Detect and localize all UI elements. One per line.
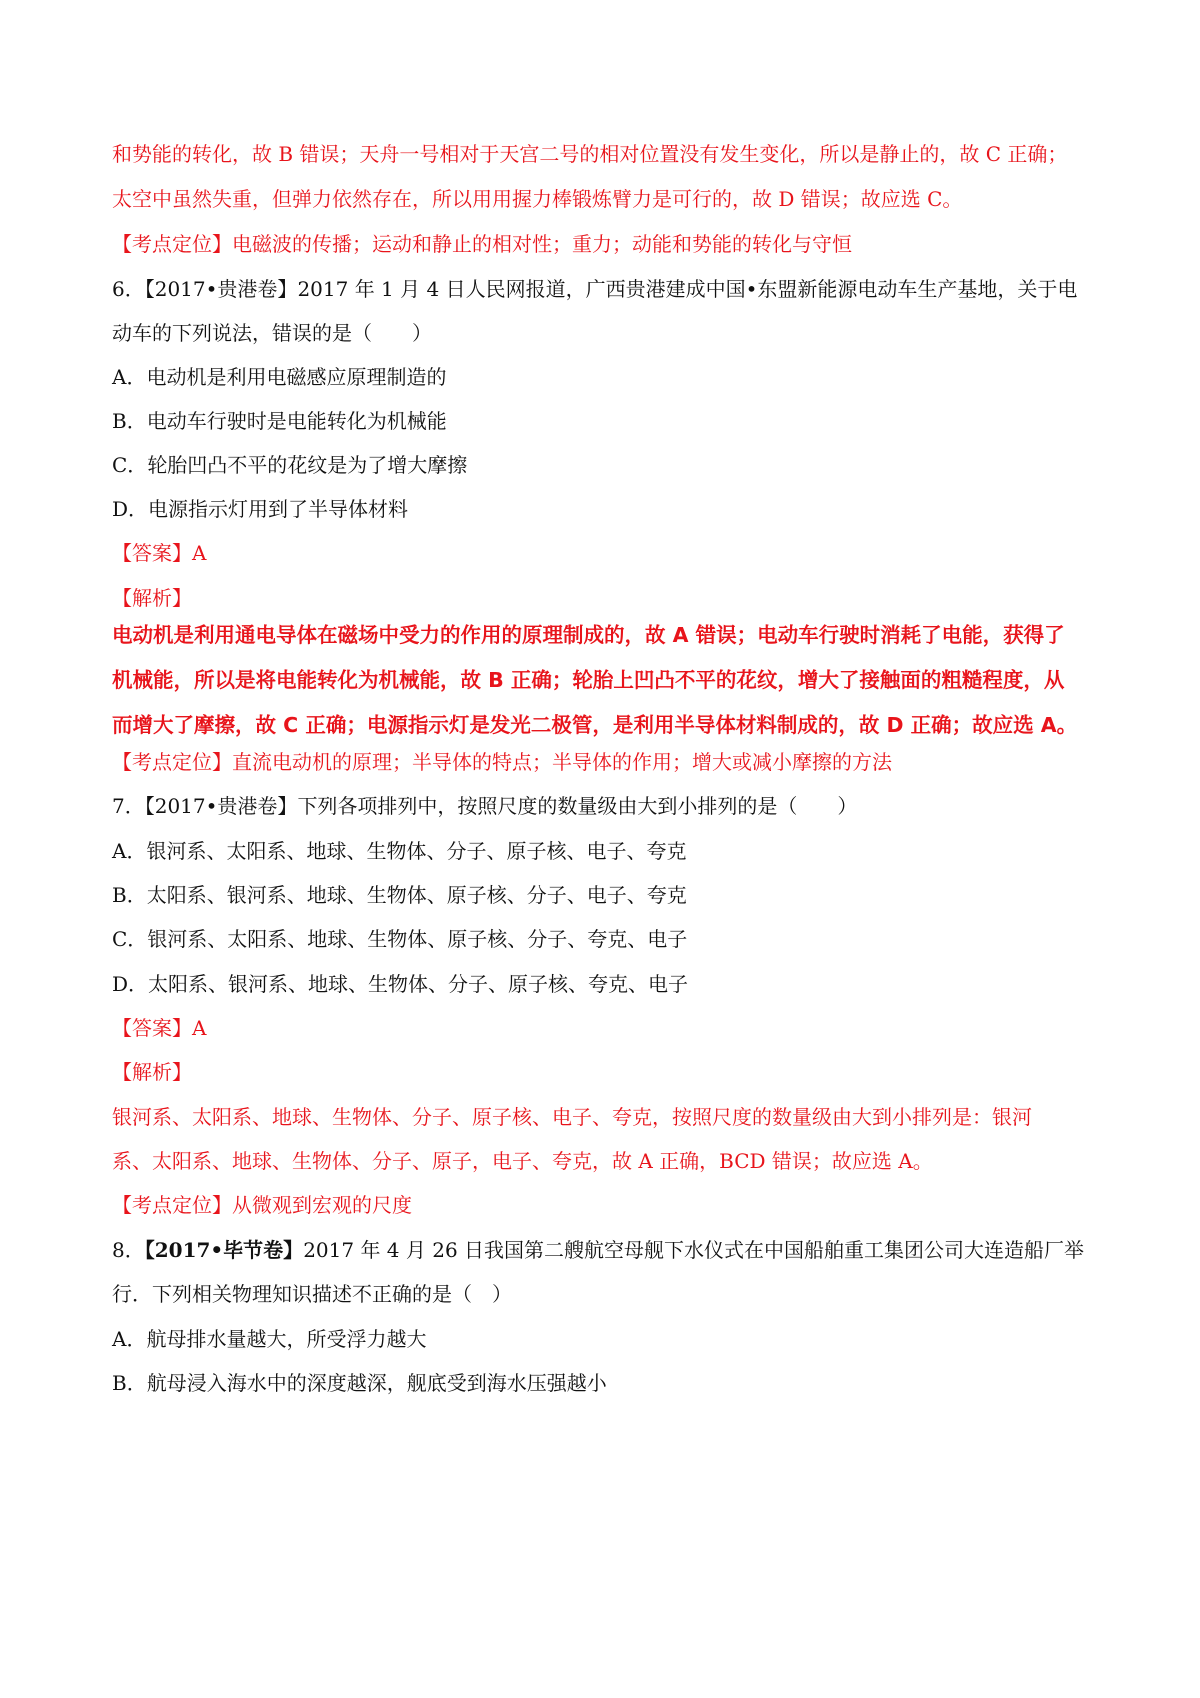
q8-number: 8． bbox=[112, 1238, 145, 1262]
q5-explanation-line-2: 太空中虽然失重，但弹力依然存在，所以用用握力棒锻炼臂力是可行的，故 D 错误；故应选 C。 bbox=[112, 187, 963, 211]
q8-stem-line-2: 行．下列相关物理知识描述不正确的是（ ） bbox=[112, 1282, 512, 1306]
q6-number: 6． bbox=[112, 277, 145, 301]
option-label: C． bbox=[112, 453, 148, 477]
q6-analysis-line-1: 电动机是利用通电导体在磁场中受力的作用的原理制成的，故 A 错误；电动车行驶时消耗了电能，获得了 bbox=[112, 623, 1065, 647]
analysis-label: 【解析】 bbox=[112, 586, 192, 610]
q6-answer bbox=[112, 540, 206, 566]
knowledge-point-text: 电磁波的传播；运动和静止的相对性；重力；动能和势能的转化与守恒 bbox=[232, 232, 852, 256]
option-text: 电源指示灯用到了半导体材料 bbox=[148, 497, 409, 521]
q6-stem-line-1 bbox=[112, 276, 1077, 302]
q7-answer bbox=[112, 1015, 206, 1041]
q7-analysis-line-1: 银河系、太阳系、地球、生物体、分子、原子核、电子、夸克，按照尺度的数量级由大到小排列是：银河 bbox=[112, 1105, 1032, 1129]
q6-option-c bbox=[112, 452, 467, 478]
q5-explanation-line-1: 和势能的转化，故 B 错误；天舟一号相对于天宫二号的相对位置没有发生变化，所以是静止的，故 C 正确； bbox=[112, 142, 1068, 166]
q6-stem-line-2: 动车的下列说法，错误的是（ ） bbox=[112, 321, 432, 345]
q7-analysis-label bbox=[112, 1059, 192, 1085]
option-text: 电动机是利用电磁感应原理制造的 bbox=[146, 365, 447, 389]
q7-stem-text: 下列各项排列中，按照尺度的数量级由大到小排列的是（ ） bbox=[297, 794, 858, 818]
option-label: D． bbox=[112, 972, 149, 996]
option-text: 轮胎凹凸不平的花纹是为了增大摩擦 bbox=[147, 453, 468, 477]
option-label: B． bbox=[112, 409, 147, 433]
knowledge-point-text: 直流电动机的原理；半导体的特点；半导体的作用；增大或减小摩擦的方法 bbox=[232, 750, 892, 774]
answer-label: 【答案】 bbox=[112, 541, 192, 565]
option-label: A． bbox=[112, 1327, 147, 1351]
q6-option-a bbox=[112, 364, 446, 390]
q7-number: 7． bbox=[112, 794, 145, 818]
q8-option-a bbox=[112, 1326, 426, 1352]
option-text: 航母排水量越大，所受浮力越大 bbox=[146, 1327, 427, 1351]
option-text: 银河系、太阳系、地球、生物体、分子、原子核、电子、夸克 bbox=[146, 839, 687, 863]
option-text: 太阳系、银河系、地球、生物体、分子、原子核、夸克、电子 bbox=[148, 972, 689, 996]
q6-stem-text: 2017 年 1 月 4 日人民网报道，广西贵港建成中国•东盟新能源电动车生产基地，关于电 bbox=[297, 277, 1078, 301]
answer-value: A bbox=[192, 541, 207, 565]
option-label: B． bbox=[112, 1371, 147, 1395]
option-label: B． bbox=[112, 883, 147, 907]
option-text: 电动车行驶时是电能转化为机械能 bbox=[146, 409, 447, 433]
knowledge-point-label: 【考点定位】 bbox=[112, 750, 232, 774]
q7-option-b bbox=[112, 882, 687, 908]
q6-knowledge-point bbox=[112, 749, 892, 775]
answer-label: 【答案】 bbox=[112, 1016, 192, 1040]
option-label: A． bbox=[112, 365, 147, 389]
analysis-label: 【解析】 bbox=[112, 1060, 192, 1084]
q5-knowledge-point bbox=[112, 231, 852, 257]
q8-stem-line-1 bbox=[112, 1237, 1084, 1263]
option-text: 航母浸入海水中的深度越深，舰底受到海水压强越小 bbox=[146, 1371, 607, 1395]
q6-option-b bbox=[112, 408, 447, 434]
q7-option-d bbox=[112, 971, 688, 997]
answer-value: A bbox=[192, 1016, 207, 1040]
q7-option-c bbox=[112, 926, 687, 952]
q8-option-b bbox=[112, 1370, 607, 1396]
q7-analysis-line-2: 系、太阳系、地球、生物体、分子、原子，电子、夸克，故 A 正确，BCD 错误；故应选 A。 bbox=[112, 1149, 933, 1173]
option-label: D． bbox=[112, 497, 149, 521]
q7-knowledge-point bbox=[112, 1192, 412, 1218]
option-label: C． bbox=[112, 927, 148, 951]
knowledge-point-label: 【考点定位】 bbox=[112, 232, 232, 256]
knowledge-point-label: 【考点定位】 bbox=[112, 1193, 232, 1217]
q7-stem bbox=[112, 793, 857, 819]
option-label: A． bbox=[112, 839, 147, 863]
q7-source: 【2017•贵港卷】 bbox=[144, 794, 298, 818]
q8-source: 【2017•毕节卷】 bbox=[144, 1238, 304, 1262]
q6-analysis-line-2: 机械能，所以是将电能转化为机械能，故 B 正确；轮胎上凹凸不平的花纹，增大了接触面的粗糙程度，从 bbox=[112, 668, 1065, 692]
q6-option-d bbox=[112, 496, 408, 522]
q6-analysis-line-3: 而增大了摩擦，故 C 正确；电源指示灯是发光二极管，是利用半导体材料制成的，故 D 正确；故应选 A。 bbox=[112, 713, 1078, 737]
q6-analysis-label bbox=[112, 585, 192, 611]
option-text: 银河系、太阳系、地球、生物体、原子核、分子、夸克、电子 bbox=[147, 927, 688, 951]
q6-source: 【2017•贵港卷】 bbox=[144, 277, 298, 301]
q8-stem-text: 2017 年 4 月 26 日我国第二艘航空母舰下水仪式在中国船舶重工集团公司大连造船厂举 bbox=[303, 1238, 1085, 1262]
option-text: 太阳系、银河系、地球、生物体、原子核、分子、电子、夸克 bbox=[146, 883, 687, 907]
knowledge-point-text: 从微观到宏观的尺度 bbox=[232, 1193, 412, 1217]
q7-option-a bbox=[112, 838, 686, 864]
